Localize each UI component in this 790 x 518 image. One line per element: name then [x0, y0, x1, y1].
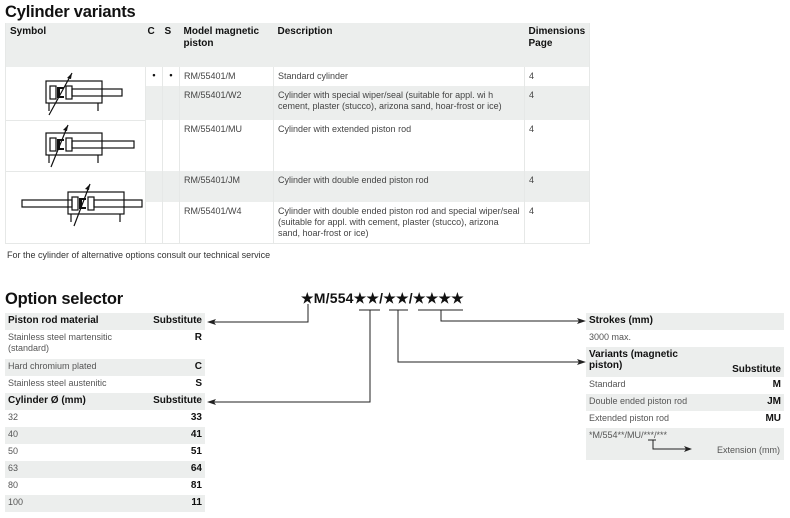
order-code: ★M/554★★/★★/★★★★: [301, 290, 464, 306]
header-model: Model magnetic piston: [180, 23, 274, 67]
header-description: Description: [274, 23, 525, 67]
option-label: 40: [5, 427, 145, 444]
option-label: Stainless steel martensitic (standard): [5, 330, 145, 359]
strokes-value: 3000 max.: [586, 330, 784, 347]
model-code: RM/55401/MU: [180, 120, 274, 171]
header-s: S: [163, 23, 180, 67]
cylinder-diameter-header: Cylinder Ø (mm): [5, 393, 145, 410]
dimensions-page: 4: [525, 67, 590, 86]
connector-piston-rod: [214, 304, 308, 322]
connector-variants: [398, 310, 580, 362]
header-c: C: [146, 23, 163, 67]
cylinder-variants-title: Cylinder variants: [5, 3, 136, 21]
option-label: 63: [5, 461, 145, 478]
option-label: 50: [5, 444, 145, 461]
piston-rod-material-header: Piston rod material: [5, 313, 145, 330]
option-label: Hard chromium plated: [5, 359, 145, 376]
option-label: Standard: [586, 377, 716, 394]
dimensions-page: 4: [525, 86, 590, 120]
option-label: 80: [5, 478, 145, 495]
c-mark: •: [146, 67, 163, 86]
variants-header: Variants (magnetic piston): [586, 347, 716, 377]
option-label: 32: [5, 410, 145, 427]
option-value: 81: [145, 478, 205, 495]
option-label: 100: [5, 495, 145, 512]
dimensions-page: 4: [525, 171, 590, 202]
option-label: Stainless steel austenitic: [5, 376, 145, 393]
header-symbol: Symbol: [6, 23, 146, 67]
option-selector-title: Option selector: [5, 290, 124, 308]
substitute-header: Substitute: [716, 347, 784, 377]
example-code: *M/554**/MU/***/***: [589, 430, 668, 440]
option-value: S: [145, 376, 205, 393]
connector-diameter: [214, 310, 370, 402]
description: Cylinder with extended piston rod: [274, 120, 525, 171]
option-value: 11: [145, 495, 205, 512]
model-code: RM/55401/W4: [180, 202, 274, 244]
s-mark: •: [163, 67, 180, 86]
option-value: M: [716, 377, 784, 394]
description: Cylinder with double ended piston rod: [274, 171, 525, 202]
dimensions-page: 4: [525, 120, 590, 171]
description: Standard cylinder: [274, 67, 525, 86]
option-value: 41: [145, 427, 205, 444]
model-code: RM/55401/M: [180, 67, 274, 86]
option-value: C: [145, 359, 205, 376]
technical-service-note: For the cylinder of alternative options consult our technical service: [7, 250, 271, 260]
description: Cylinder with special wiper/seal (suitable for appl. wi h cement, plaster (stucco), arizona sand, hoar-frost or ice): [274, 86, 525, 120]
header-dimensions-page: Dimensions Page: [525, 23, 590, 67]
option-value: JM: [716, 394, 784, 411]
substitute-header: Substitute: [145, 313, 205, 330]
model-code: RM/55401/W2: [180, 86, 274, 120]
option-value: MU: [716, 411, 784, 428]
option-value: R: [145, 330, 205, 359]
substitute-header: Substitute: [145, 393, 205, 410]
description: Cylinder with double ended piston rod and special wiper/seal (suitable for appl. with cement, plaster (stucco), arizona sand, hoar-frost or ice): [274, 202, 525, 244]
extension-label: Extension (mm): [716, 445, 780, 455]
strokes-header: Strokes (mm): [586, 313, 784, 330]
dimensions-page: 4: [525, 202, 590, 244]
option-value: 51: [145, 444, 205, 461]
option-label: Double ended piston rod: [586, 394, 716, 411]
option-value: 33: [145, 410, 205, 427]
option-value: 64: [145, 461, 205, 478]
model-code: RM/55401/JM: [180, 171, 274, 202]
option-label: Extended piston rod: [586, 411, 716, 428]
connector-strokes: [441, 310, 580, 321]
